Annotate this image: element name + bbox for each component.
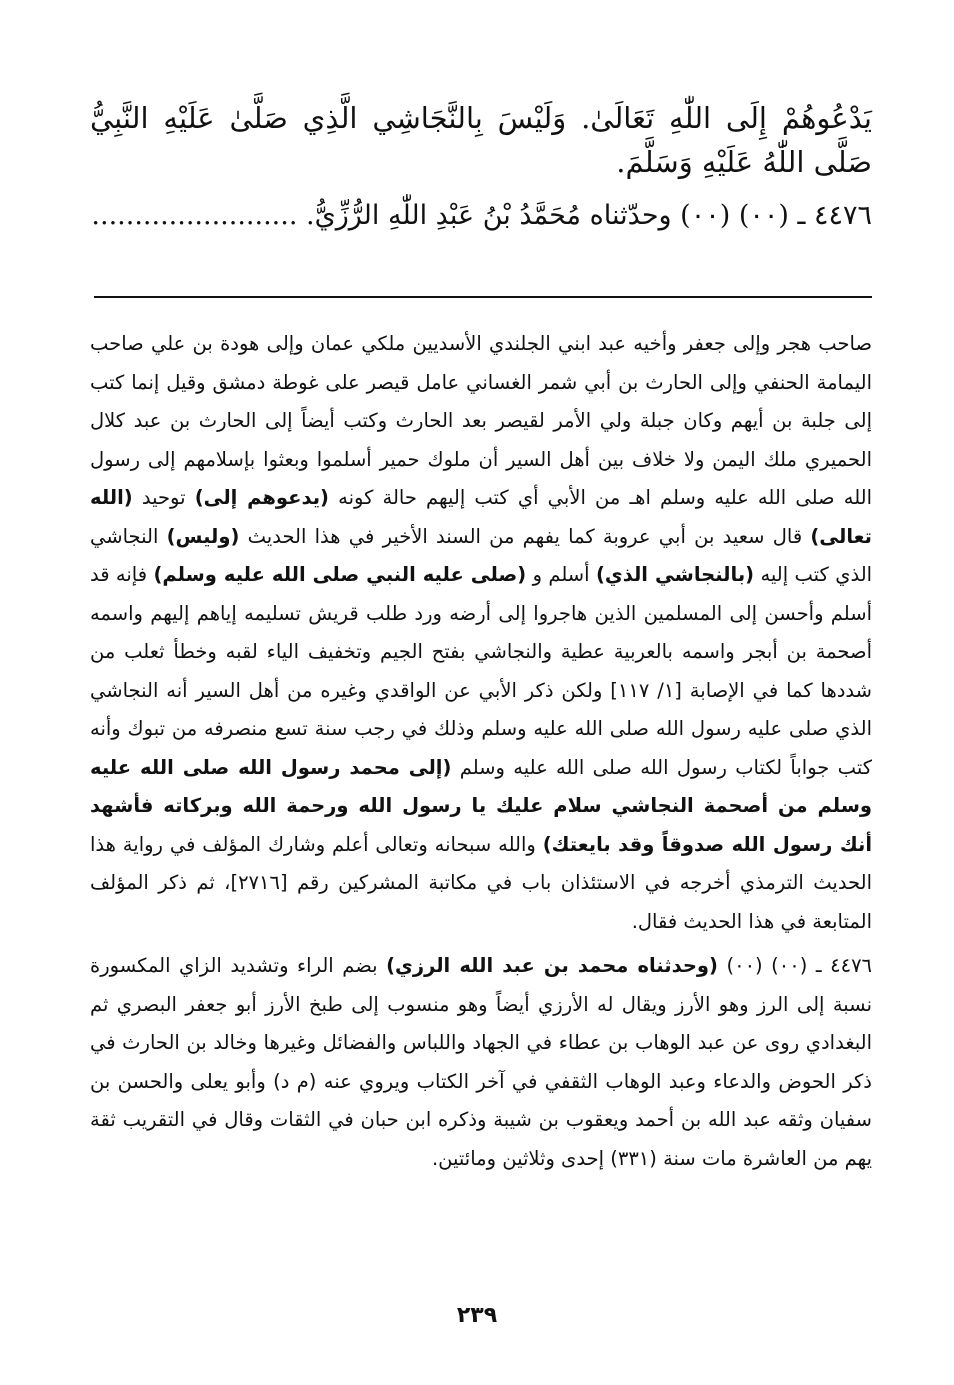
commentary-quoted-text: (يدعوهم إلى) [194, 486, 329, 509]
commentary-quoted-text: (صلى عليه النبي صلى الله عليه وسلم) [153, 563, 527, 586]
commentary-text: النجاشي الذي كتب إليه [90, 524, 873, 586]
footnote-divider [94, 296, 872, 298]
dotted-leader: ........................ [91, 200, 298, 231]
commentary-block [90, 325, 872, 1178]
hadith-chain-line [90, 194, 872, 238]
commentary-text: توحيد [141, 486, 186, 509]
commentary-paragraph-1 [90, 325, 872, 941]
hadith-number: ٤٤٧٦ ـ (٠٠) (٠٠) [680, 200, 872, 231]
commentary-quoted-text: (الله تعالى) [90, 486, 873, 548]
commentary-quoted-text: (وحدثناه محمد بن عبد الله الرزي) [386, 954, 718, 977]
commentary-text: أسلم و [532, 563, 590, 586]
page-number: ٢٣٩ [456, 1303, 498, 1328]
hadith-matn: يَدْعُوهُمْ إِلَى اللّٰهِ تَعَالَىٰ. وَلَيْسَ بِالنَّجَاشِي الَّذِي صَلَّىٰ عَلَيْهِ النَّبِيُّ صَلَّى اللّٰهُ عَلَيْهِ وَسَلَّمَ. [90, 101, 872, 179]
commentary-quoted-text: (إلى محمد رسول الله صلى الله عليه وسلم من أصحمة النجاشي سلام عليك يا رسول الله ورحمة الله وبركاته فأشهد أنك رسول الله صدوقاً وقد بايعتك) [90, 755, 873, 856]
commentary-text: فإنه قد أسلم وأحسن إلى المسلمين الذين هاجروا إلى أرضه ورد طلب قريش تسليمه إياهم إليهم واسمه أصحمة بن أبجر واسمه بالعربية عطية والنجاشي بفتح الجيم وتخفيف الياء لقبه وخطأ ثعلب من شددها كما في الإصابة [١/ ١١٧] ولكن ذكر الأبي عن الواقدي وغيره من أهل السير أنه النجاشي الذي صلى عليه رسول الله صلى الله عليه وسلم وذلك في رجب سنة تسع منصرفه من تبوك وأنه كتب جواباً لكتاب رسول الله صلى الله عليه وسلم [90, 563, 872, 779]
commentary-text: بضم الراء وتشديد الزاي المكسورة نسبة إلى الرز وهو الأرز ويقال له الأرزي أيضاً وهو منسوب إلى طبخ الأرز أبو جعفر البصري ثم البغدادي روى عن عبد الوهاب بن عطاء في الجهاد واللباس والفضائل وغيرها وخالد بن الحارث في ذكر الحوض والدعاء وعبد الوهاب الثقفي في آخر الكتاب ويروي عنه (م د) وأبو يعلى والحسن بن سفيان وثقه عبد الله بن أحمد ويعقوب بن شيبة وذكره ابن حبان في الثقات وقال في التقريب ثقة يهم من العاشرة مات سنة (٣٣١) إحدى وثلاثين ومائتين. [90, 954, 872, 1170]
hadith-chain-text: وحدّثناه مُحَمَّدُ بْنُ عَبْدِ اللّٰهِ الرُّزِّيُّ. [306, 200, 672, 231]
commentary-quoted-text: (وليس) [166, 524, 240, 548]
commentary-quoted-text: (بالنجاشي الذي) [595, 563, 755, 586]
commentary-paragraph-2 [90, 947, 872, 1178]
commentary-text: قال سعيد بن أبي عروبة كما يفهم من السند الأخير في هذا الحديث [247, 524, 803, 548]
commentary-text: والله سبحانه وتعالى أعلم وشارك المؤلف في رواية هذا الحديث الترمذي أخرجه في الاستئذان باب في مكاتبة المشركين رقم [٢٧١٦]، ثم ذكر المؤلف المتابعة في هذا الحديث فقال. [90, 832, 872, 933]
main-text-block [90, 96, 872, 238]
commentary-text: صاحب هجر وإلى جعفر وأخيه عبد ابني الجلندي الأسديين ملكي عمان وإلى هودة بن علي صاحب اليمامة الحنفي وإلى الحارث بن أبي شمر الغساني عامل قيصر على غوطة دمشق وقيل إنما كتب إلى جلبة بن أيهم وكان جبلة ولي الأمر لقيصر بعد الحارث وكتب أيضاً إلى الحارث بن عبد كلال الحميري ملك اليمن ولا خلاف بين أهل السير أن ملوك حمير أسلموا وبعثوا بإسلامهم إلى رسول الله صلى الله عليه وسلم اهـ من الأبي أي كتب إليهم حالة كونه [90, 332, 873, 509]
commentary-hadith-number: ٤٤٧٦ ـ (٠٠) (٠٠) [726, 954, 873, 977]
